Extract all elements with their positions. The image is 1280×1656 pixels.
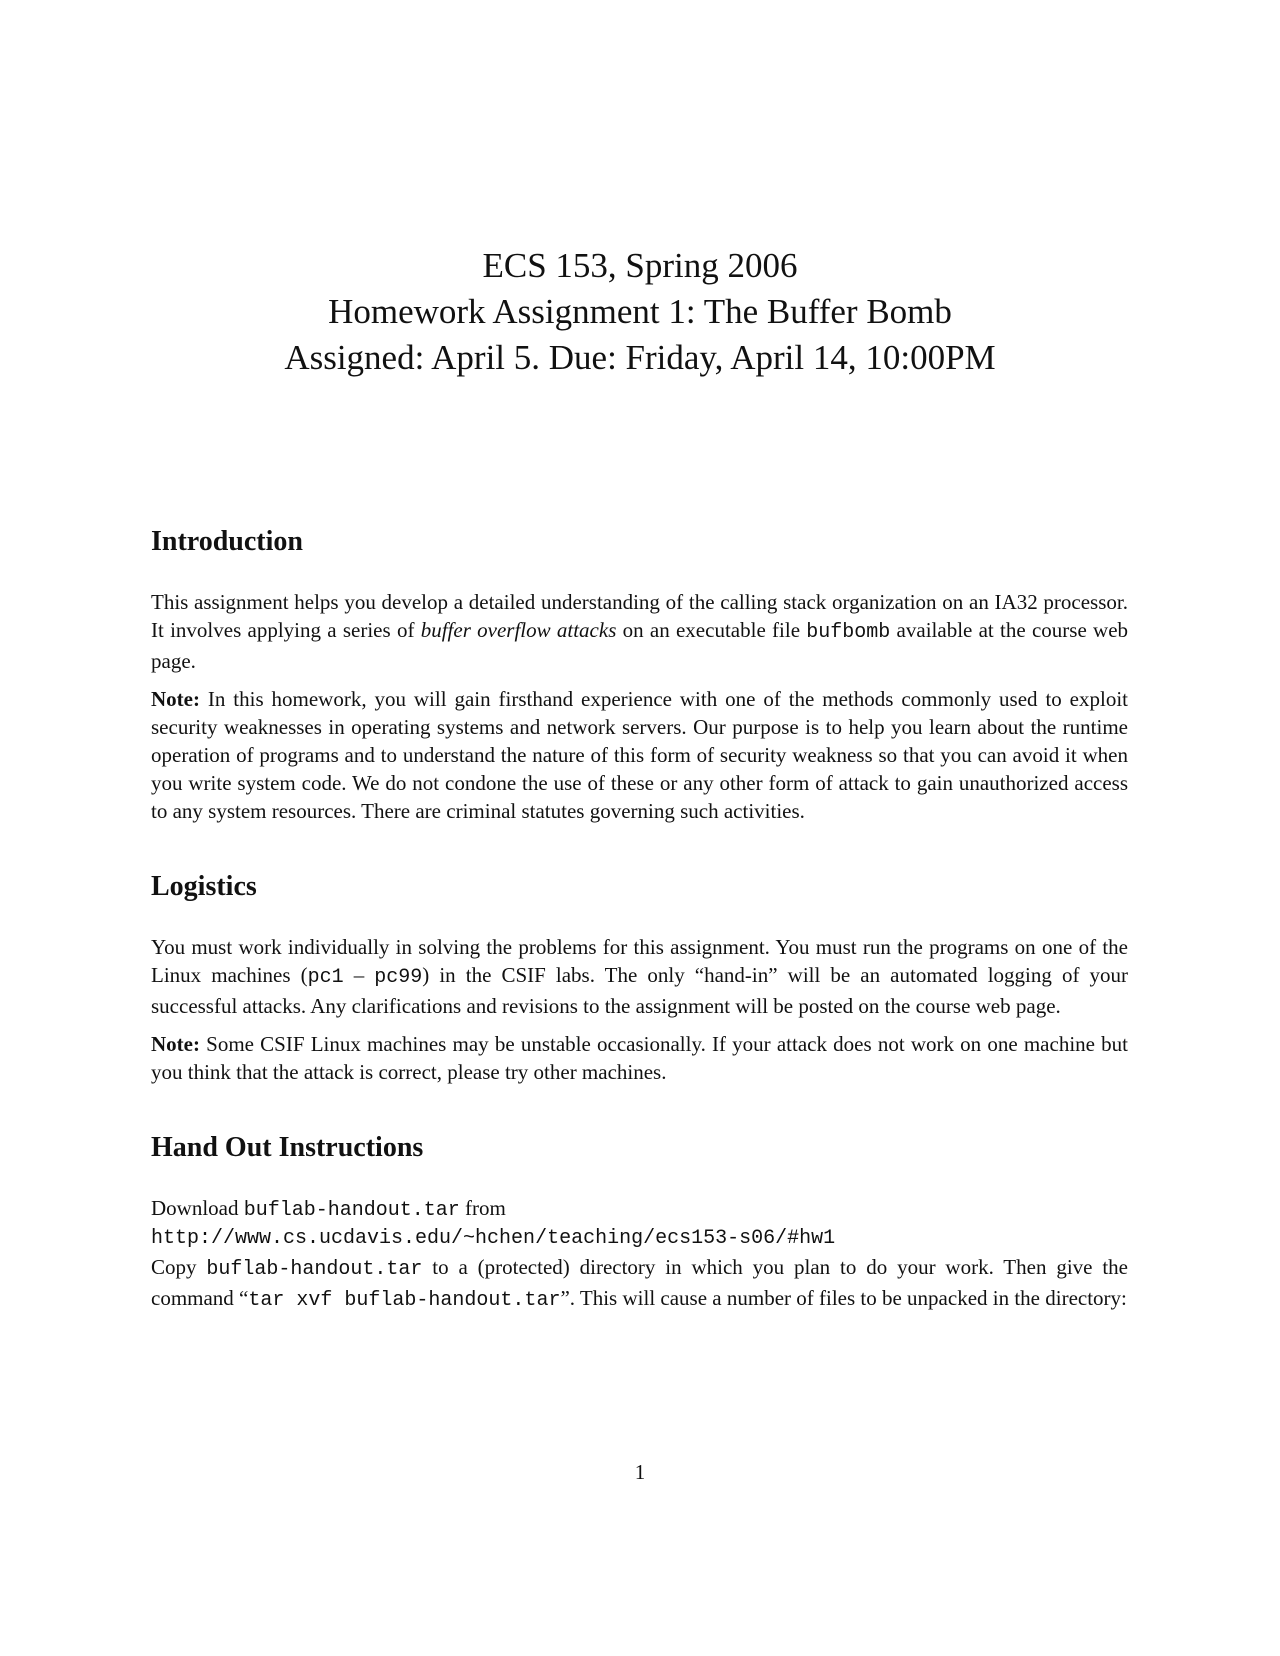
intro-note-text: In this homework, you will gain firsthand experience with one of the methods commonly used to exploit security weaknesses in operating systems and network servers. Our purpose is to help you learn about the runtime operation of programs and to understand the nature of this form of security weakness so that you can avoid it when you write system code. We do not condone the use of these or any other form of attack to gain unauthorized access to any system resources. There are criminal statutes governing such activities. bbox=[151, 687, 1128, 823]
logistics-code-pc1: pc1 bbox=[307, 966, 344, 989]
handout-download-line bbox=[151, 1194, 1128, 1315]
main-content bbox=[151, 522, 1128, 1315]
handout-heading: Hand Out Instructions bbox=[151, 1132, 424, 1163]
logistics-note-label: Note: bbox=[151, 1032, 200, 1056]
handout-url: http://www.cs.ucdavis.edu/~hchen/teaching/ecs153-s06/#hw1 bbox=[151, 1227, 836, 1250]
intro-text-a: This assignment helps you develop a detailed understanding of the calling stack organization on an IA32 processor. It involves applying a series of bbox=[151, 590, 1128, 642]
handout-download-text: Download bbox=[151, 1196, 244, 1220]
intro-text-c: available at the course web page. bbox=[151, 618, 1129, 673]
intro-note-label: Note: bbox=[151, 687, 200, 711]
logistics-paragraph bbox=[151, 933, 1128, 1020]
assignment-title: Homework Assignment 1: The Buffer Bomb bbox=[328, 292, 952, 331]
logistics-text-b: ) in the CSIF labs. The only “hand-in” will be an automated logging of your successful attacks. Any clarifications and revisions to the assignment will be posted on the course web page. bbox=[151, 963, 1128, 1018]
handout-code-tarfile-2: buflab-handout.tar bbox=[206, 1258, 423, 1281]
logistics-note-text: Some CSIF Linux machines may be unstable occasionally. If your attack does not work on one machine but you think that the attack is correct, please try other machines. bbox=[151, 1032, 1128, 1084]
handout-code-tar-command: tar xvf buflab-handout.tar bbox=[248, 1289, 561, 1312]
title-block bbox=[0, 243, 1280, 381]
page-number: 1 bbox=[634, 1460, 646, 1484]
introduction-note bbox=[151, 685, 1128, 825]
course-title: ECS 153, Spring 2006 bbox=[482, 246, 798, 285]
introduction-paragraph bbox=[151, 588, 1128, 675]
assignment-dates: Assigned: April 5. Due: Friday, April 14, 10:00PM bbox=[284, 338, 996, 377]
logistics-note bbox=[151, 1030, 1128, 1086]
logistics-text-a: You must work individually in solving the problems for this assignment. You must run the programs on one of the Linux machines ( bbox=[151, 935, 1128, 987]
introduction-heading: Introduction bbox=[151, 526, 303, 557]
logistics-dash: – bbox=[343, 963, 375, 987]
logistics-heading: Logistics bbox=[151, 871, 257, 902]
intro-emphasis: buffer overflow attacks bbox=[420, 618, 617, 642]
handout-copy-text-c: ”. This will cause a number of files to be unpacked in the directory: bbox=[560, 1286, 1127, 1310]
intro-text-b: on an executable file bbox=[616, 618, 807, 642]
intro-code-bufbomb: bufbomb bbox=[806, 621, 891, 644]
handout-copy-text-b: to a (protected) directory in which you plan to do your work. Then give the command “ bbox=[151, 1255, 1128, 1310]
handout-code-tarfile: buflab-handout.tar bbox=[243, 1199, 460, 1222]
handout-from-text: from bbox=[459, 1196, 506, 1220]
logistics-code-pc99: pc99 bbox=[374, 966, 423, 989]
handout-copy-text: Copy bbox=[151, 1255, 207, 1279]
